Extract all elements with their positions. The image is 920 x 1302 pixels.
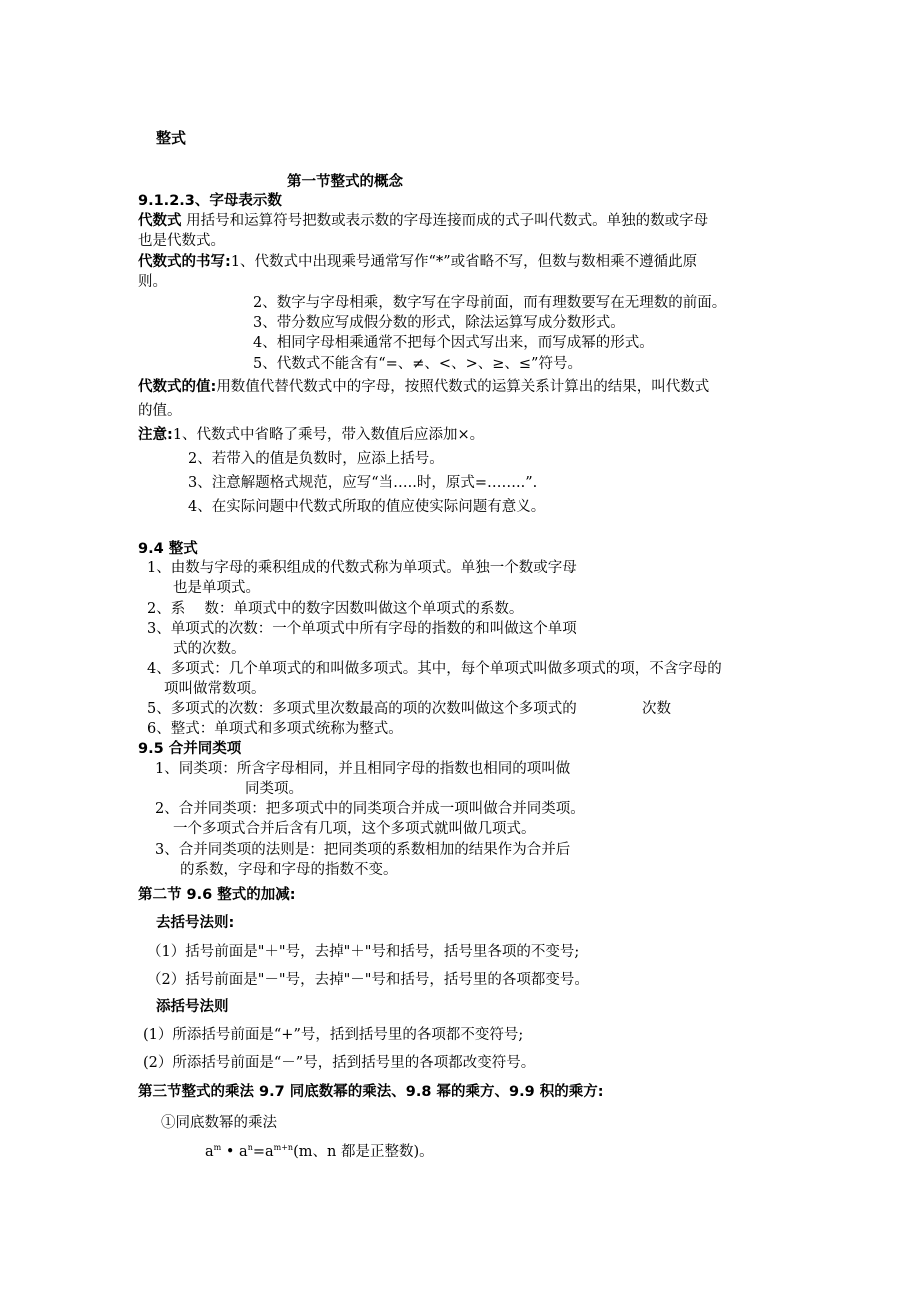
value-text-2: 的值。 [138, 403, 182, 419]
s3-item-1: ①同底数幂的乘法 [161, 1115, 277, 1131]
def-line-2: 也是代数式。 [138, 233, 225, 249]
s94-item-4b: 项叫做常数项。 [164, 681, 266, 697]
writing-1a: 1、代数式中出现乘号通常写作“*”或省略不写，但数与数相乘不遵循此原 [230, 254, 698, 270]
writing-4: 4、相同字母相乘通常不把每个因式写出来，而写成幂的形式。 [253, 335, 654, 351]
s95-item-2a: 2、合并同类项：把多项式中的同类项合并成一项叫做合并同类项。 [155, 801, 585, 817]
s95-item-3b: 的系数，字母和字母的指数不变。 [180, 862, 398, 878]
section2-title: 第二节 9.6 整式的加减: [138, 887, 296, 903]
writing-term: 代数式的书写: [138, 254, 231, 270]
note-1: 1、代数式中省略了乘号，带入数值后应添加×。 [172, 427, 485, 443]
s94-item-3a: 3、单项式的次数：一个单项式中所有字母的指数的和叫做这个单项 [147, 621, 577, 637]
writing-1b: 则。 [138, 274, 167, 290]
writing-5: 5、代数式不能含有“=、≠、<、>、≥、≤”符号。 [253, 356, 582, 372]
def-term: 代数式 [138, 213, 182, 229]
s95-item-2b: 一个多项式合并后含有几项，这个多项式就叫做几项式。 [173, 821, 536, 837]
s94-item-5a: 5、多项式的次数：多项式里次数最高的项的次数叫做这个多项式的 [147, 701, 577, 717]
note-term: 注意: [138, 427, 173, 443]
s95-item-3a: 3、合并同类项的法则是：把同类项的系数相加的结果作为合并后 [155, 842, 571, 858]
section3-title: 第三节整式的乘法 9.7 同底数幂的乘法、9.8 幂的乘方、9.9 积的乘方: [138, 1084, 604, 1100]
formula-dot: • [221, 1144, 240, 1160]
note-4: 4、在实际问题中代数式所取的值应使实际问题有意义。 [188, 499, 546, 515]
formula-exp-1: m [213, 1143, 222, 1153]
s95-item-1b: 同类项。 [245, 781, 303, 797]
value-line-1 [138, 377, 709, 397]
writing-2: 2、数字与字母相乘，数字写在字母前面，而有理数要写在无理数的前面。 [253, 295, 727, 311]
remove-2: （2）括号前面是"－"号，去掉"－"号和括号，括号里的各项都变号。 [147, 972, 589, 988]
note-line-1 [138, 425, 484, 445]
def-line-1 [138, 211, 708, 231]
s94-item-2: 2、系 数：单项式中的数字因数叫做这个单项式的系数。 [147, 601, 524, 617]
section-94-heading: 9.4 整式 [138, 541, 198, 557]
power-formula [205, 1142, 434, 1162]
formula-condition: (m、n 都是正整数)。 [293, 1144, 434, 1160]
s94-item-4a: 4、多项式：几个单项式的和叫做多项式。其中，每个单项式叫做多项式的项，不含字母的 [147, 661, 722, 677]
writing-3: 3、带分数应写成假分数的形式，除法运算写成分数形式。 [253, 315, 625, 331]
formula-exp-2: n [247, 1143, 253, 1153]
value-text-1: 用数值代替代数式中的字母，按照代数式的运算关系计算出的结果，叫代数式 [216, 379, 710, 395]
s94-item-1a: 1、由数与字母的乘积组成的代数式称为单项式。单独一个数或字母 [147, 560, 577, 576]
note-3: 3、注意解题格式规范，应写“当…..时，原式=……..”. [188, 475, 538, 491]
s94-item-3b: 式的次数。 [173, 641, 246, 657]
def-text-1: 用括号和运算符号把数或表示数的字母连接而成的式子叫代数式。单独的数或字母 [186, 213, 709, 229]
formula-exp-3: m+n [273, 1143, 294, 1153]
remove-1: （1）括号前面是"＋"号，去掉"＋"号和括号，括号里各项的不变号; [147, 944, 580, 960]
section1-title: 第一节整式的概念 [287, 174, 403, 190]
add-2: (2）所添括号前面是“－”号，括到括号里的各项都改变符号。 [143, 1055, 536, 1071]
formula-eq: =a [252, 1144, 274, 1160]
value-term: 代数式的值: [138, 379, 217, 395]
add-1: (1）所添括号前面是“+”号，括到括号里的各项都不变符号; [143, 1027, 524, 1043]
writing-line-1 [138, 252, 697, 272]
section-95-heading: 9.5 合并同类项 [138, 741, 242, 757]
s94-item-5b: 次数 [642, 701, 671, 717]
s94-item-1b: 也是单项式。 [173, 580, 260, 596]
formula-base-1: a [205, 1144, 214, 1160]
remove-heading: 去括号法则: [156, 915, 235, 931]
note-2: 2、若带入的值是负数时，应添上括号。 [188, 451, 444, 467]
s94-item-6: 6、整式：单项式和多项式统称为整式。 [147, 721, 403, 737]
formula-base-2: a [239, 1144, 248, 1160]
s95-item-1a: 1、同类项：所含字母相同，并且相同字母的指数也相同的项叫做 [155, 761, 571, 777]
add-heading: 添括号法则 [156, 999, 229, 1015]
doc-title: 整式 [156, 129, 187, 147]
section1-subheading: 9.1.2.3、字母表示数 [138, 193, 282, 209]
